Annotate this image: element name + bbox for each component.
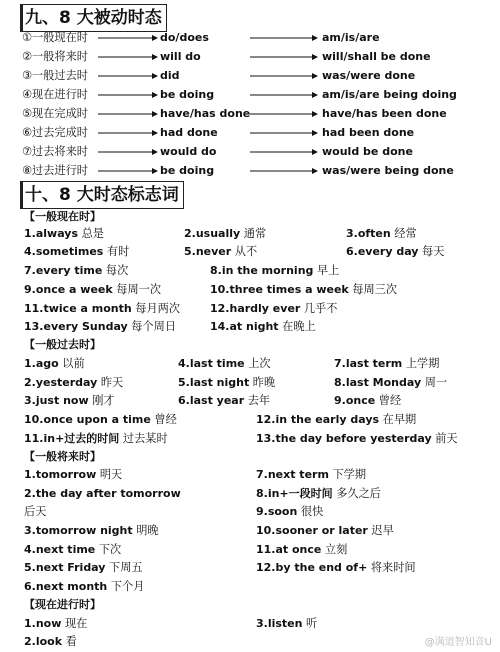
active-form: would do (160, 145, 217, 158)
list-item: 8.in+一段时间 多久之后 (256, 487, 381, 500)
list-item: 8.in the morning 早上 (210, 264, 340, 277)
passive-form: was/were being done (322, 164, 454, 177)
tense-label: ②一般将来时 (22, 50, 88, 63)
list-item: 11.in+过去的时间 过去某时 (24, 432, 168, 445)
list-item: 2.yesterday 昨天 (24, 376, 124, 389)
list-item: 12.hardly ever 几乎不 (210, 302, 338, 315)
list-item: 7.last term 上学期 (334, 357, 440, 370)
list-item: 10.once upon a time 曾经 (24, 413, 177, 426)
active-form: had done (160, 126, 218, 139)
list-item: 3.just now 刚才 (24, 394, 115, 407)
section9-title: 九、8 大被动时态 (20, 4, 167, 32)
passive-form: would be done (322, 145, 413, 158)
list-item: 3.often 经常 (346, 227, 417, 240)
arrow-icon (250, 128, 318, 138)
list-item: 9.once a week 每周一次 (24, 283, 162, 296)
list-item: 13.every Sunday 每个周日 (24, 320, 177, 333)
list-item: 3.listen 听 (256, 617, 318, 630)
past-simple-heading: 【一般过去时】 (24, 338, 101, 351)
section10-title: 十、8 大时态标志词 (20, 181, 184, 209)
watermark: @满道智知音U (424, 637, 492, 648)
arrow-icon (250, 147, 318, 157)
list-item: 13.the day before yesterday 前天 (256, 432, 458, 445)
list-item: 8.last Monday 周一 (334, 376, 448, 389)
list-item: 6.last year 去年 (178, 394, 271, 407)
list-item-en: 2.the day after tomorrow (24, 487, 181, 500)
arrow-icon (98, 90, 158, 100)
arrow-icon (250, 71, 318, 81)
tense-label: ①一般现在时 (22, 31, 88, 44)
passive-form: was/were done (322, 69, 416, 82)
arrow-icon (98, 166, 158, 176)
active-form: be doing (160, 164, 215, 177)
arrow-icon (250, 33, 318, 43)
list-item: 4.next time 下次 (24, 543, 122, 556)
list-item: 14.at night 在晚上 (210, 320, 316, 333)
passive-form: will/shall be done (322, 50, 431, 63)
active-form: do/does (160, 31, 209, 44)
arrow-icon (98, 52, 158, 62)
list-item: 10.three times a week 每周三次 (210, 283, 398, 296)
list-item: 2.look 看 (24, 635, 77, 648)
future-simple-heading: 【一般将来时】 (24, 450, 101, 463)
list-item: 1.always 总是 (24, 227, 104, 240)
list-item: 3.tomorrow night 明晚 (24, 524, 159, 537)
tense-label: ⑥过去完成时 (22, 126, 88, 139)
list-item: 7.next term 下学期 (256, 468, 367, 481)
arrow-icon (98, 109, 158, 119)
list-item: 7.every time 每次 (24, 264, 129, 277)
list-item: 2.usually 通常 (184, 227, 267, 240)
list-item: 1.tomorrow 明天 (24, 468, 123, 481)
list-item: 11.at once 立刻 (256, 543, 348, 556)
arrow-icon (98, 71, 158, 81)
list-item: 11.twice a month 每月两次 (24, 302, 181, 315)
tense-label: ④现在进行时 (22, 88, 88, 101)
list-item: 9.soon 很快 (256, 505, 324, 518)
active-form: be doing (160, 88, 215, 101)
tense-label: ⑤现在完成时 (22, 107, 88, 120)
list-item: 10.sooner or later 迟早 (256, 524, 394, 537)
list-item: 9.once 曾经 (334, 394, 402, 407)
active-form: did (160, 69, 180, 82)
arrow-icon (250, 90, 318, 100)
passive-form: had been done (322, 126, 415, 139)
arrow-icon (250, 52, 318, 62)
list-item: 12.by the end of+ 将来时间 (256, 561, 416, 574)
list-item: 1.ago 以前 (24, 357, 85, 370)
list-item-zh: 后天 (24, 505, 47, 518)
passive-form: am/is/are (322, 31, 380, 44)
tense-label: ⑧过去进行时 (22, 164, 88, 177)
passive-form: am/is/are being doing (322, 88, 457, 101)
list-item: 4.last time 上次 (178, 357, 271, 370)
tense-label: ⑦过去将来时 (22, 145, 88, 158)
list-item: 4.sometimes 有时 (24, 245, 130, 258)
arrow-icon (98, 147, 158, 157)
arrow-icon (98, 128, 158, 138)
list-item: 5.next Friday 下周五 (24, 561, 143, 574)
passive-form: have/has been done (322, 107, 447, 120)
active-form: have/has done (160, 107, 251, 120)
list-item: 6.next month 下个月 (24, 580, 145, 593)
present-simple-heading: 【一般现在时】 (24, 210, 101, 223)
arrow-icon (250, 109, 318, 119)
arrow-icon (98, 33, 158, 43)
list-item: 12.in the early days 在早期 (256, 413, 417, 426)
arrow-icon (250, 166, 318, 176)
list-item: 5.last night 昨晚 (178, 376, 276, 389)
present-continuous-heading: 【现在进行时】 (24, 598, 101, 611)
tense-label: ③一般过去时 (22, 69, 88, 82)
list-item: 5.never 从不 (184, 245, 258, 258)
list-item: 1.now 现在 (24, 617, 88, 630)
active-form: will do (160, 50, 201, 63)
list-item: 6.every day 每天 (346, 245, 445, 258)
